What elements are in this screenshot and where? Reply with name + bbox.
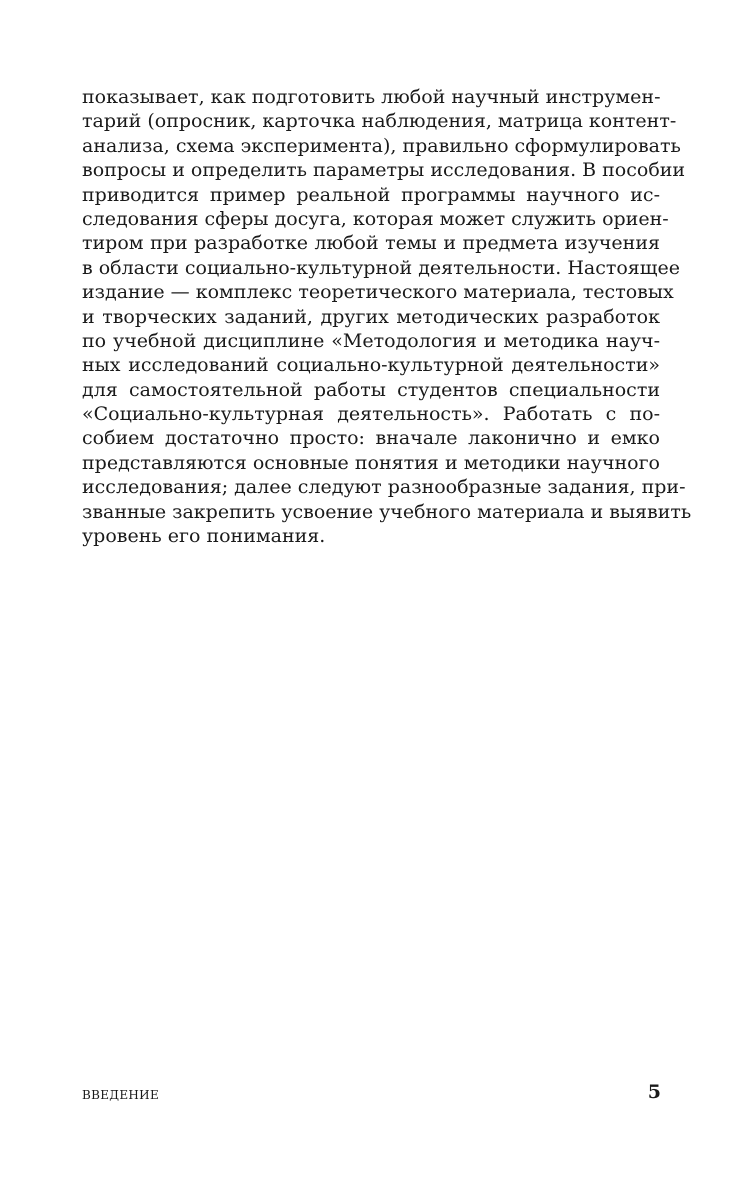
text-line: показывает, как подготовить любой научный инструмен- <box>82 86 661 108</box>
text-line: «Социально-культурная деятельность». Работать с по- <box>82 403 660 426</box>
body-text <box>82 85 692 548</box>
running-footer-section: ВВЕДЕНИЕ <box>82 1088 160 1102</box>
text-line: званные закрепить усвоение учебного материала и выявить <box>82 500 692 523</box>
text-line: исследования; далее следуют разнообразные задания, при- <box>82 476 686 499</box>
text-line: тарий (опросник, карточка наблюдения, матрица контент- <box>82 110 677 133</box>
text-line: анализа, схема эксперимента), правильно сформулировать <box>82 134 681 157</box>
text-line: приводится пример реальной программы научного ис- <box>82 183 660 206</box>
text-line: и творческих заданий, других методических разработок <box>82 305 660 328</box>
text-line: ных исследований социально-культурной деятельности» <box>82 354 660 377</box>
text-line: следования сферы досуга, которая может служить ориен- <box>82 207 669 230</box>
text-line: для самостоятельной работы студентов специальности <box>82 378 660 401</box>
text-line: вопросы и определить параметры исследования. В пособии <box>82 159 686 182</box>
text-line: издание — комплекс теоретического материала, тестовых <box>82 281 674 304</box>
text-line: собием достаточно просто: вначале лаконично и емко <box>82 427 660 450</box>
text-line: по учебной дисциплине «Методология и методика науч- <box>82 329 660 352</box>
text-line: в области социально-культурной деятельности. Настоящее <box>82 256 680 279</box>
text-line: тиром при разработке любой темы и предмета изучения <box>82 232 660 255</box>
text-line: уровень его понимания. <box>82 525 326 548</box>
text-line: представляются основные понятия и методики научного <box>82 451 660 474</box>
page-number: 5 <box>647 1081 661 1103</box>
